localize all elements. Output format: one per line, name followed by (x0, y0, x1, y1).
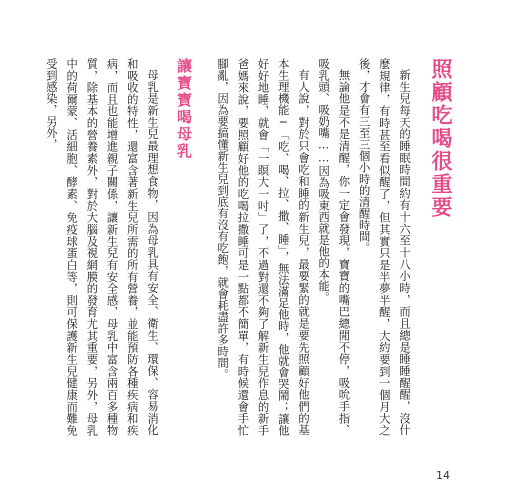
paragraph-2: 無論他是不是清醒，你一定會發現，寶寶的嘴巴總閒不停，吸吮手指、吸乳頭、吸奶嘴……因為吸東西就是他的本能。 (317, 58, 351, 436)
main-heading: 照顧吃喝很重要 (429, 58, 453, 219)
paragraph-3: 有人說，對於只會吃和睡的新生兒，最要緊的就是要先照顧好他們的基本生理機能─「吃、喝、拉、撒、睡」，無法滿足他時，他就會哭鬧；讓他好好地睡，就會「一瞑大一吋」了，不過對還不夠了解新生兒作息的新手爸媽來說，要照顧好他的吃喝拉撒睡可是一點都不簡單，有時候還會手忙腳亂，因為要搞懂新生兒到底有沒有吃飽，就會耗盡許多時間。 (216, 58, 310, 436)
paragraph-4: 母乳是新生兒最理想食物，因為母乳具有安全、衛生、環保、容易消化和吸收的特性，還富含著新生兒所需的所有營養，並能預防各種疾病和疾病，而且也能增進親子關係，讓新生兒有安全感，母乳中富含兩百多種物質，除基本的營養素外，對於大腦及視網膜的發育尤其重要，另外，母乳中的荷爾蒙、活細胞、酵素、免疫球蛋白等，則可保護新生兒健康而難免受到感染，另外， (44, 58, 159, 436)
paragraph-1: 新生兒每天的睡眠時間約有十六至十八小時，而且總是睡睡醒醒，沒什麼規律，有時甚至看似醒了，但其實只是半夢半醒，大約要到一個月大之後，才會有三至三個小時的清醒時間。 (357, 58, 411, 436)
page-number: 14 (436, 469, 450, 482)
vertical-text-body (41, 58, 456, 436)
sub-heading: 讓寶寶喝母乳 (174, 58, 193, 160)
